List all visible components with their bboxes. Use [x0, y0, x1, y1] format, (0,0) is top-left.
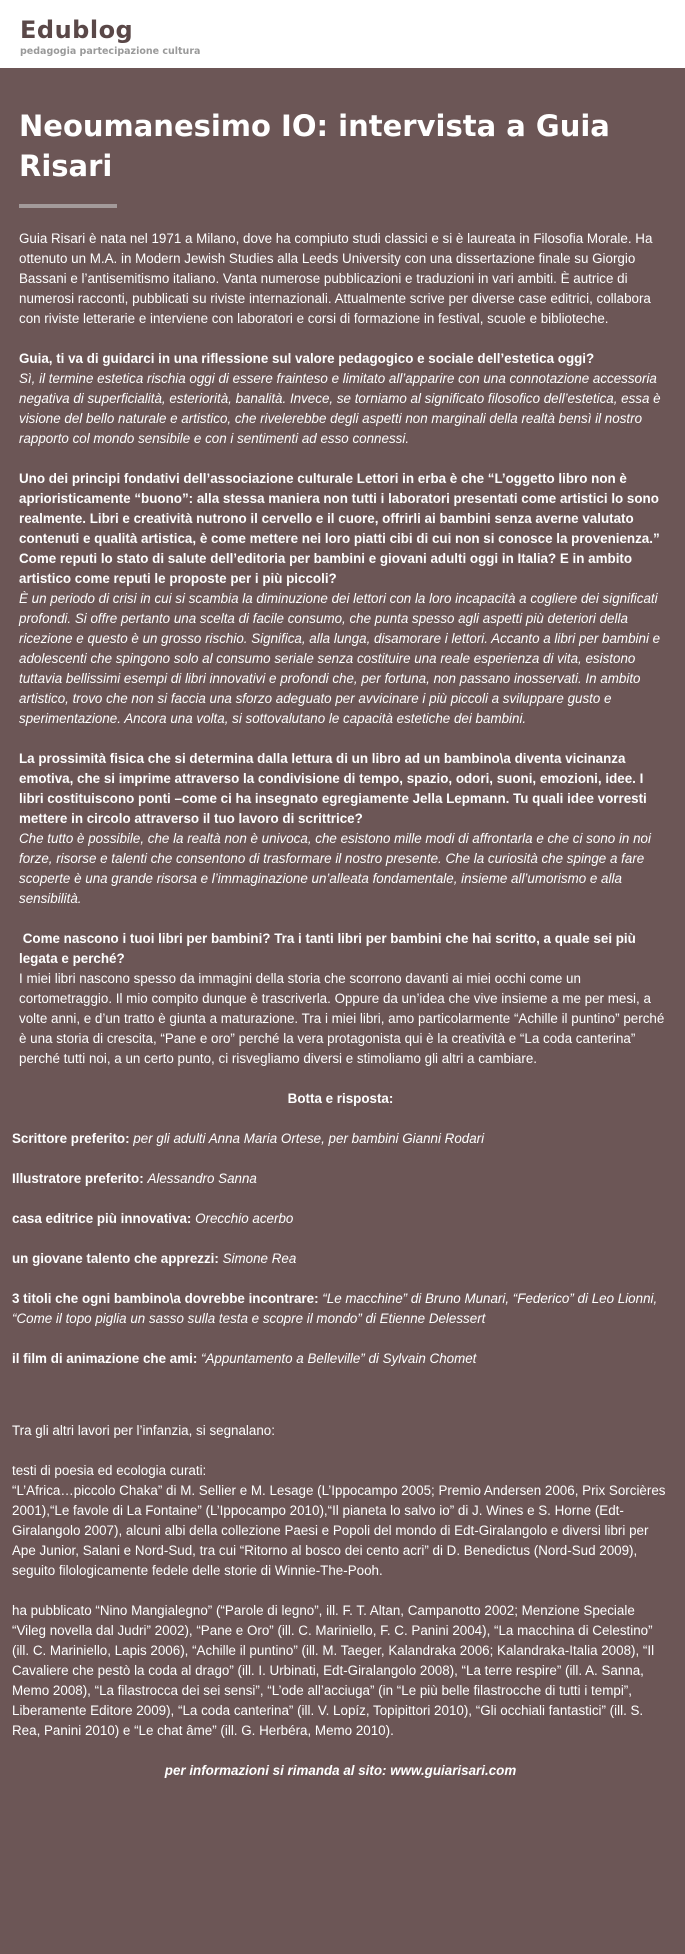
rapid-key: casa editrice più innovativa: — [12, 1211, 192, 1226]
rapid-value: per gli adulti Anna Maria Ortese, per bambini Gianni Rodari — [133, 1131, 485, 1146]
rapid-key: 3 titoli che ogni bambino\a dovrebbe incontrare: — [12, 1291, 319, 1306]
works-paragraph-2: ha pubblicato “Nino Mangialegno” (“Parole di legno”, ill. F. T. Altan, Campanotto 2002; Menzione Speciale “Vileg novella dal Judri” 2002), “Pane e Oro” (ill. C. Mariniello, F. C. Panini 2004), “La macchina di Celestino” (ill. C. Mariniello, Lapis 2006), “Achille il puntino” (ill. M. Taeger, Kalandraka 2006; Kalandraka-Italia 2008), “Il Cavaliere che pestò la coda al drago” (ill. I. Urbinati, Edt-Giralangolo 2008), “La terre respire” (ill. A. Sanna, Memo 2008), “La filastrocca dei sei sensi”, “L’ode all’acciuga” (in “Le più belle filastrocche di tutti i tempi”, Liberamente Editore 2009), “La coda canterina” (ill. V. Lopíz, Topipittori 2010), “Gli occhiali fantastici” (ill. S. Rea, Panini 2010) e “Le chat âme” (ill. G. Herbéra, Memo 2010). — [12, 1603, 655, 1738]
qa-block-4 — [19, 929, 669, 1069]
rapid-value: Alessandro Sanna — [147, 1171, 257, 1186]
rapid-item-titles — [12, 1289, 669, 1329]
author-intro: Guia Risari è nata nel 1971 a Milano, dove ha compiuto studi classici e si è laureata in Filosofia Morale. Ha ottenuto un M.A. in Modern Jewish Studies alla Leeds University con una dissertazione finale su Giorgio Bassani e l’antisemitismo italiano. Vanta numerose pubblicazioni e traduzioni in vari ambiti. È autrice di numerosi racconti, pubblicati su riviste internazionali. Attualmente scrive per diverse case editrici, collabora con riviste letterarie e interviene con laboratori e corsi di formazione in festival, scuole e biblioteche. — [19, 231, 653, 326]
answer-3: Che tutto è possibile, che la realtà non è univoca, che esistono mille modi di affrontarla e che ci sono in noi forze, risorse e talenti che consentono di trasformare il nostro presente. Che la curiosità che spinge a fare scoperte è una grande risorsa e l’immaginazione un’alleata fondamentale, insieme all’umorismo e alla sensibilità. — [19, 831, 651, 906]
rapid-fire-heading: Botta e risposta: — [287, 1091, 394, 1106]
info-footer-note: per informazioni si rimanda al sito: www.guiarisari.com — [164, 1763, 517, 1778]
rapid-key: Scrittore preferito: — [12, 1131, 130, 1146]
question-3: La prossimità fisica che si determina dalla lettura di un libro ad un bambino\a diventa vicinanza emotiva, che si imprime attraverso la condivisione di tempo, spazio, odori, suoni, emozioni, idee. I libri costituiscono ponti –come ci ha insegnato egregiamente Jella Lepmann. Tu quali idee vorresti mettere in circolo attraverso il tuo lavoro di scrittrice? — [19, 751, 647, 826]
qa-block-3 — [19, 749, 669, 909]
question-2: Uno dei principi fondativi dell’associazione culturale Lettori in erba è che “L’oggetto libro non è aprioristicamente “buono”: alla stessa maniera non tutti i laboratori presentati come artistici lo sono realmente. Libri e creatività nutrono il cervello e il cuore, offrirli ai bambini senza averne valutato contenuti e qualità artistica, è come mettere nei loro piatti cibi di cui non si conosce la provenienza.” Come reputi lo stato di salute dell’editoria per bambini e giovani adulti oggi in Italia? E in ambito artistico come reputi le proposte per i più piccoli? — [19, 471, 660, 586]
post-title: Neoumanesimo IO: intervista a Guia Risari — [19, 109, 610, 183]
question-4: Come nascono i tuoi libri per bambini? Tra i tanti libri per bambini che hai scritto, a quale sei più legata e perché? — [19, 931, 640, 966]
rapid-key: Illustratore preferito: — [12, 1171, 144, 1186]
rapid-value: “Le macchine” di Bruno Munari, “Federico” di Leo Lionni, “Come il topo piglia un sasso sulla testa e scopre il mondo” di Etienne Delessert — [12, 1291, 658, 1326]
rapid-item-illustrator — [12, 1169, 669, 1189]
rapid-item-film — [12, 1349, 669, 1369]
rapid-value: Simone Rea — [222, 1251, 297, 1266]
question-1: Guia, ti va di guidarci in una riflessione sul valore pedagogico e sociale dell’estetica oggi? — [19, 351, 595, 366]
rapid-key: il film di animazione che ami: — [12, 1351, 198, 1366]
qa-block-1 — [19, 349, 669, 449]
rapid-item-talent — [12, 1249, 669, 1269]
rapid-value: Orecchio acerbo — [195, 1211, 294, 1226]
works-paragraph-1: testi di poesia ed ecologia curati: “L’Africa…piccolo Chaka” di M. Sellier e M. Lesage (L’Ippocampo 2005; Premio Andersen 2006, Prix Sorcières 2001),“Le favole di La Fontaine” (L’Ippocampo 2010),“Il pianeta lo salvo io” di J. Wines e S. Horne (Edt-Giralangolo 2007), alcuni albi della collezione Paesi e Popoli del mondo di Edt-Giralangolo e diversi libri per Ape Junior, Salani e Nord-Sud, tra cui “Ritorno al bosco dei cento acri” di D. Benedictus (Nord-Sud 2009), seguito filologicamente fedele delle storie di Winnie-The-Pooh. — [12, 1463, 666, 1578]
answer-4: I miei libri nascono spesso da immagini della storia che scorrono davanti ai miei occhi come un cortometraggio. Il mio compito dunque è trascriverla. Oppure da un’idea che vive insieme a me per mesi, a volte anni, e d’un tratto è giunta a maturazione. Tra i miei libri, amo particolarmente “Achille il puntino” perché è una storia di crescita, “Pane e oro” perché la vera protagonista qui è la creatività e “La coda canterina” perché tutti noi, a un certo punto, ci risvegliamo diversi e stimoliamo gli altri a cambiare. — [19, 971, 665, 1066]
answer-1: Sì, il termine estetica rischia oggi di essere frainteso e limitato all’apparire con una connotazione accessoria negativa di superficialità, esteriorità, banalità. Invece, se torniamo al significato filosofico dell’estetica, essa è visione del bello naturale e artistico, che rivelerebbe degli aspetti non marginali della realtà bensì il nostro rapporto col mondo sensibile e con i sentimenti ad esso connessi. — [19, 371, 661, 446]
site-tagline: pedagogia partecipazione cultura — [20, 46, 201, 57]
rapid-item-publisher — [12, 1209, 669, 1229]
rapid-value: “Appuntamento a Belleville” di Sylvain Chomet — [201, 1351, 477, 1366]
answer-2: È un periodo di crisi in cui si scambia la diminuzione dei lettori con la loro incapacità a cogliere dei significati profondi. Si offre pertanto una scelta di facile consumo, che punta spesso agli aspetti più deteriori della ricezione e questo è un grosso rischio. Significa, alla lunga, disamorare i lettori. Accanto a libri per bambini e adolescenti che spingono solo al consumo seriale senza costituire una reale esperienza di vita, esistono tuttavia bellissimi esempi di libri innovativi e profondi che, per fortuna, non passano inosservati. In ambito artistico, trovo che non si faccia una sforzo adeguato per avvicinare i più piccoli a sviluppare gusto e sperimentazione. Ancora una volta, si sottovalutano le capacità estetiche dei bambini. — [19, 591, 661, 726]
title-underline — [19, 204, 117, 208]
qa-block-2 — [19, 469, 669, 729]
site-title-link[interactable]: Edublog — [20, 16, 134, 44]
rapid-item-writer — [12, 1129, 669, 1149]
rapid-key: un giovane talento che apprezzi: — [12, 1251, 219, 1266]
site-header — [0, 0, 685, 68]
works-intro: Tra gli altri lavori per l’infanzia, si segnalano: — [12, 1423, 275, 1438]
post-content — [0, 106, 685, 1781]
